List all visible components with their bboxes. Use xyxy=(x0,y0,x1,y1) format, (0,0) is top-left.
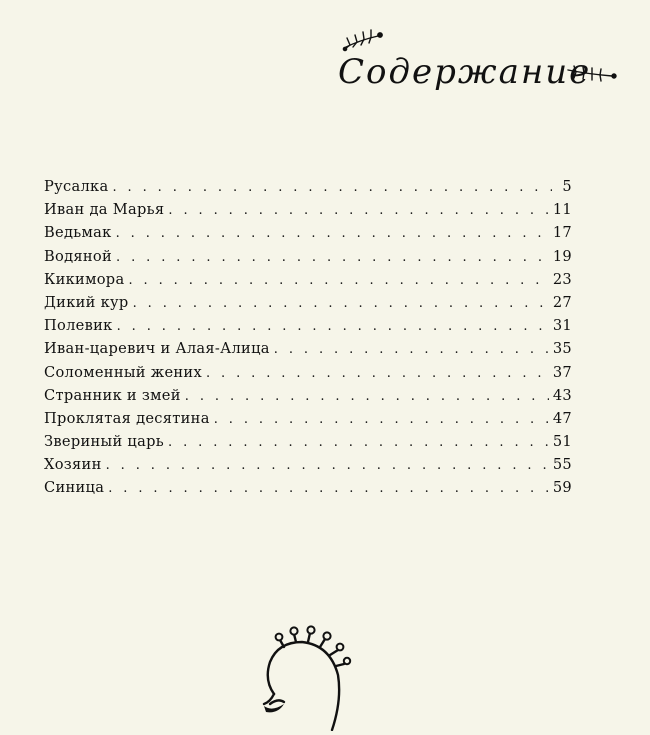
toc-entry-page-number: 19 xyxy=(552,247,572,265)
toc-entry-page-number: 55 xyxy=(552,456,572,474)
toc-dot-leader xyxy=(108,481,549,496)
toc-dot-leader xyxy=(274,342,549,357)
toc-entry-title: Водяной xyxy=(44,247,113,265)
toc-entry xyxy=(44,201,572,224)
toc-entry-page-number: 51 xyxy=(552,433,572,451)
toc-dot-leader xyxy=(112,180,552,195)
toc-entry-title: Полевик xyxy=(44,317,113,335)
curl-sprout-icon xyxy=(250,620,370,735)
toc-entry-title: Проклятая десятина xyxy=(44,409,210,427)
toc-entry xyxy=(44,340,572,363)
toc-entry xyxy=(44,433,572,456)
toc-entry xyxy=(44,387,572,410)
toc-dot-leader xyxy=(168,435,549,450)
toc-entry-title: Иван да Марья xyxy=(44,201,165,219)
page-title: Содержание xyxy=(338,52,592,92)
toc-dot-leader xyxy=(133,296,549,311)
toc-dot-leader xyxy=(116,226,549,241)
toc-entry-page-number: 27 xyxy=(552,293,572,311)
toc-entry xyxy=(44,178,572,201)
toc-entry xyxy=(44,248,572,271)
toc-entry-title: Звериный царь xyxy=(44,433,164,451)
toc-entry xyxy=(44,456,572,479)
toc-dot-leader xyxy=(106,458,549,473)
toc-entry-page-number: 5 xyxy=(562,178,572,195)
toc-entry-page-number: 23 xyxy=(552,270,572,288)
toc-entry-title: Хозяин xyxy=(44,456,102,474)
toc-entry xyxy=(44,410,572,433)
toc-dot-leader xyxy=(116,250,549,265)
toc-entry-page-number: 11 xyxy=(552,201,572,219)
toc-entry-page-number: 59 xyxy=(552,479,572,497)
toc-list xyxy=(44,178,572,503)
toc-entry xyxy=(44,317,572,340)
toc-dot-leader xyxy=(206,366,549,381)
toc-entry-title: Соломенный жених xyxy=(44,363,202,381)
toc-entry-title: Синица xyxy=(44,479,105,497)
toc-entry xyxy=(44,364,572,387)
toc-entry-title: Кикимора xyxy=(44,270,125,288)
toc-entry-page-number: 37 xyxy=(552,363,572,381)
toc-entry-page-number: 35 xyxy=(552,340,572,358)
toc-entry-title: Странник и змей xyxy=(44,386,181,404)
toc-dot-leader xyxy=(214,412,549,427)
toc-entry-page-number: 47 xyxy=(552,409,572,427)
toc-entry xyxy=(44,479,572,502)
toc-entry-page-number: 43 xyxy=(552,386,572,404)
toc-entry xyxy=(44,224,572,247)
toc-entry-page-number: 17 xyxy=(552,224,572,242)
toc-dot-leader xyxy=(185,389,549,404)
toc-entry-title: Ведьмак xyxy=(44,224,112,242)
toc-entry-title: Дикий кур xyxy=(44,293,129,311)
heading-block xyxy=(330,18,630,92)
toc-entry-title: Русалка xyxy=(44,178,109,195)
toc-dot-leader xyxy=(117,319,549,334)
toc-entry-page-number: 31 xyxy=(552,317,572,335)
toc-dot-leader xyxy=(128,273,548,288)
toc-entry-title: Иван-царевич и Алая-Алица xyxy=(44,340,270,358)
toc-dot-leader xyxy=(168,203,548,218)
toc-entry xyxy=(44,271,572,294)
toc-entry xyxy=(44,294,572,317)
